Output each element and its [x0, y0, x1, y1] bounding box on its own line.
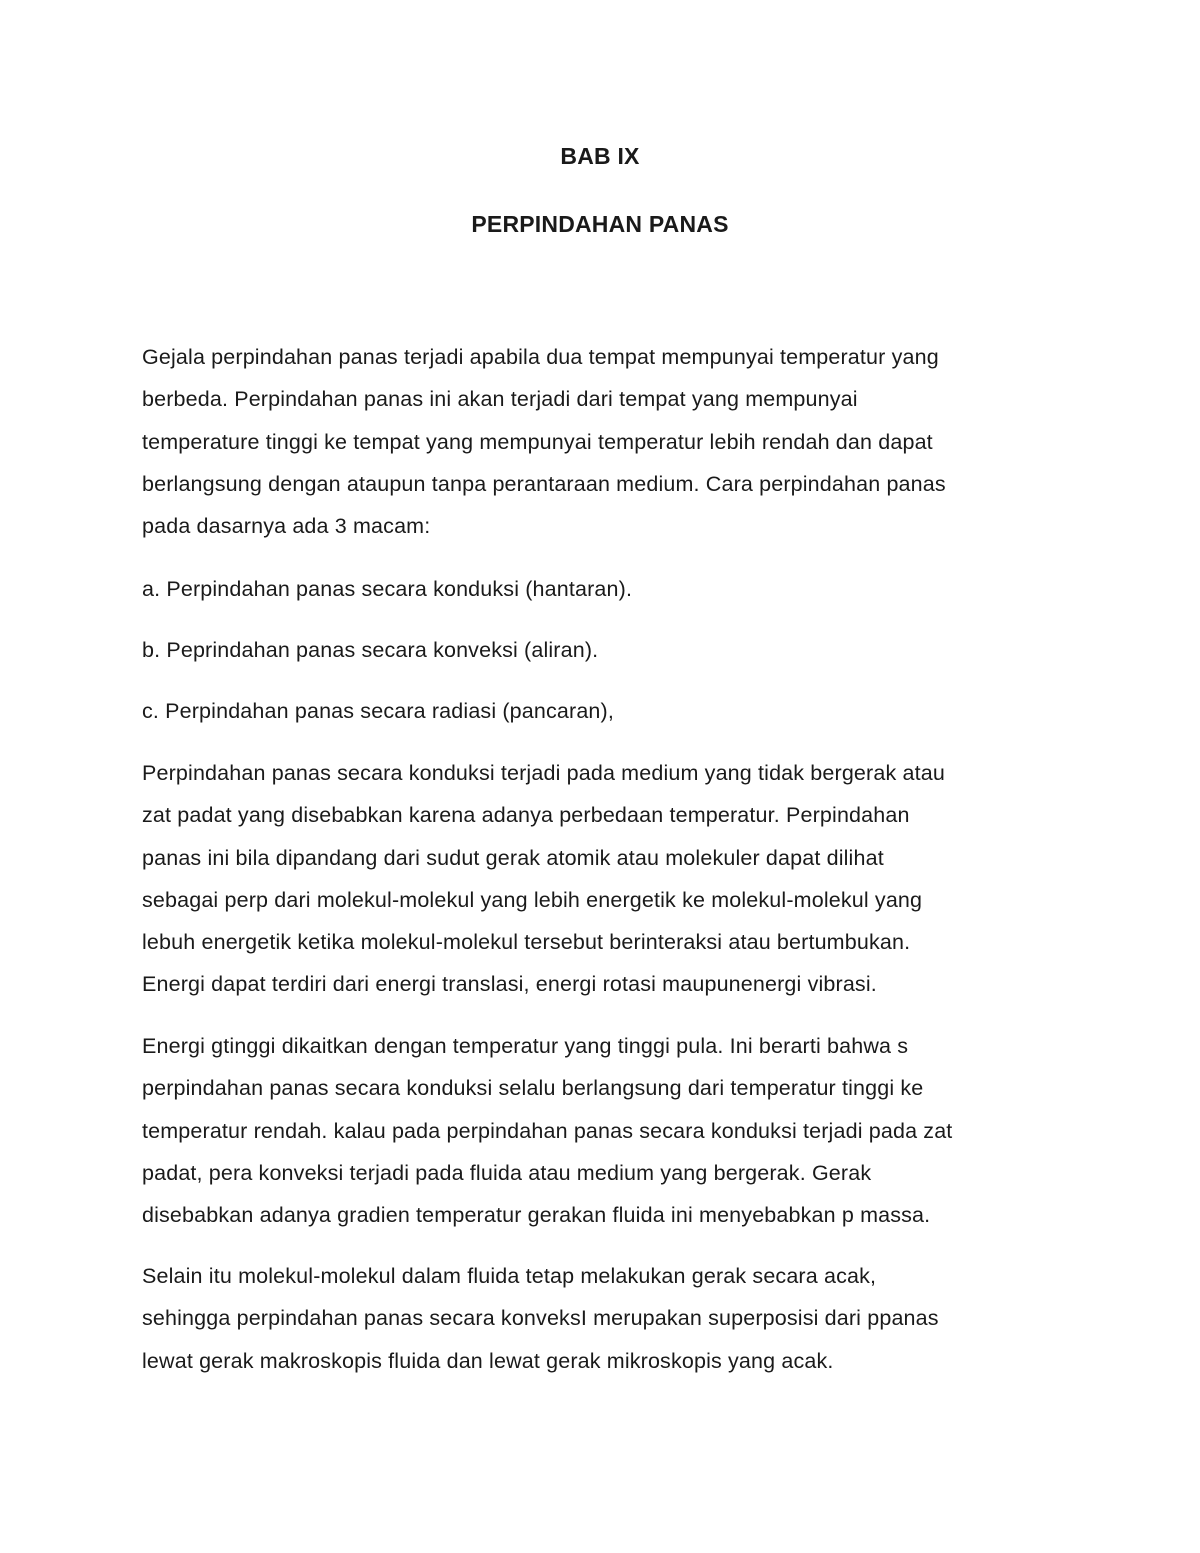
paragraph-line: disebabkan adanya gradien temperatur gerakan fluida ini menyebabkan p massa. — [142, 1203, 931, 1228]
paragraph-line: Energi gtinggi dikaitkan dengan temperatur yang tinggi pula. Ini berarti bahwa s — [142, 1034, 909, 1058]
paragraph-line: lewat gerak makroskopis fluida dan lewat gerak mikroskopis yang acak. — [142, 1348, 834, 1373]
chapter-heading: BAB IX — [560, 143, 640, 169]
paragraph-line: Selain itu molekul-molekul dalam fluida tetap melakukan gerak secara acak, — [142, 1264, 877, 1288]
paragraph-line: panas ini bila dipandang dari sudut gerak atomik atau molekuler dapat dilihat — [142, 845, 884, 870]
paragraph-superposition — [142, 1255, 1072, 1382]
paragraph-line: pada dasarnya ada 3 macam: — [142, 514, 431, 539]
paragraph-line: Energi dapat terdiri dari energi translasi, energi rotasi maupunenergi vibrasi. — [142, 972, 877, 997]
paragraph-line: Gejala perpindahan panas terjadi apabila dua tempat mempunyai temperatur yang — [142, 345, 939, 369]
paragraph-convection — [142, 1025, 1072, 1236]
list-item-b: b. Peprindahan panas secara konveksi (aliran). — [142, 638, 599, 662]
list-item-c: c. Perpindahan panas secara radiasi (pancaran), — [142, 699, 614, 723]
paragraph-line: zat padat yang disebabkan karena adanya perbedaan temperatur. Perpindahan — [142, 803, 910, 828]
list-item-a: a. Perpindahan panas secara konduksi (hantaran). — [142, 577, 633, 601]
paragraph-conduction — [142, 752, 1072, 1006]
paragraph-line: perpindahan panas secara konduksi selalu berlangsung dari temperatur tinggi ke — [142, 1076, 924, 1101]
paragraph-line: temperatur rendah. kalau pada perpindahan panas secara konduksi terjadi pada zat — [142, 1118, 953, 1143]
paragraph-line: berlangsung dengan ataupun tanpa perantaraan medium. Cara perpindahan panas — [142, 471, 946, 496]
paragraph-line: sehingga perpindahan panas secara konveksI merupakan superposisi dari ppanas — [142, 1306, 939, 1331]
paragraph-line: berbeda. Perpindahan panas ini akan terjadi dari tempat yang mempunyai — [142, 387, 858, 412]
paragraph-line: Perpindahan panas secara konduksi terjadi pada medium yang tidak bergerak atau — [142, 761, 945, 785]
paragraph-intro — [142, 336, 1072, 547]
paragraph-line: padat, pera konveksi terjadi pada fluida atau medium yang bergerak. Gerak — [142, 1160, 872, 1185]
paragraph-line: temperature tinggi ke tempat yang mempunyai temperatur lebih rendah dan dapat — [142, 429, 933, 454]
paragraph-line: lebuh energetik ketika molekul-molekul tersebut berinteraksi atau bertumbukan. — [142, 930, 911, 955]
page-title: PERPINDAHAN PANAS — [471, 211, 729, 237]
paragraph-line: sebagai perp dari molekul-molekul yang lebih energetik ke molekul-molekul yang — [142, 887, 923, 912]
